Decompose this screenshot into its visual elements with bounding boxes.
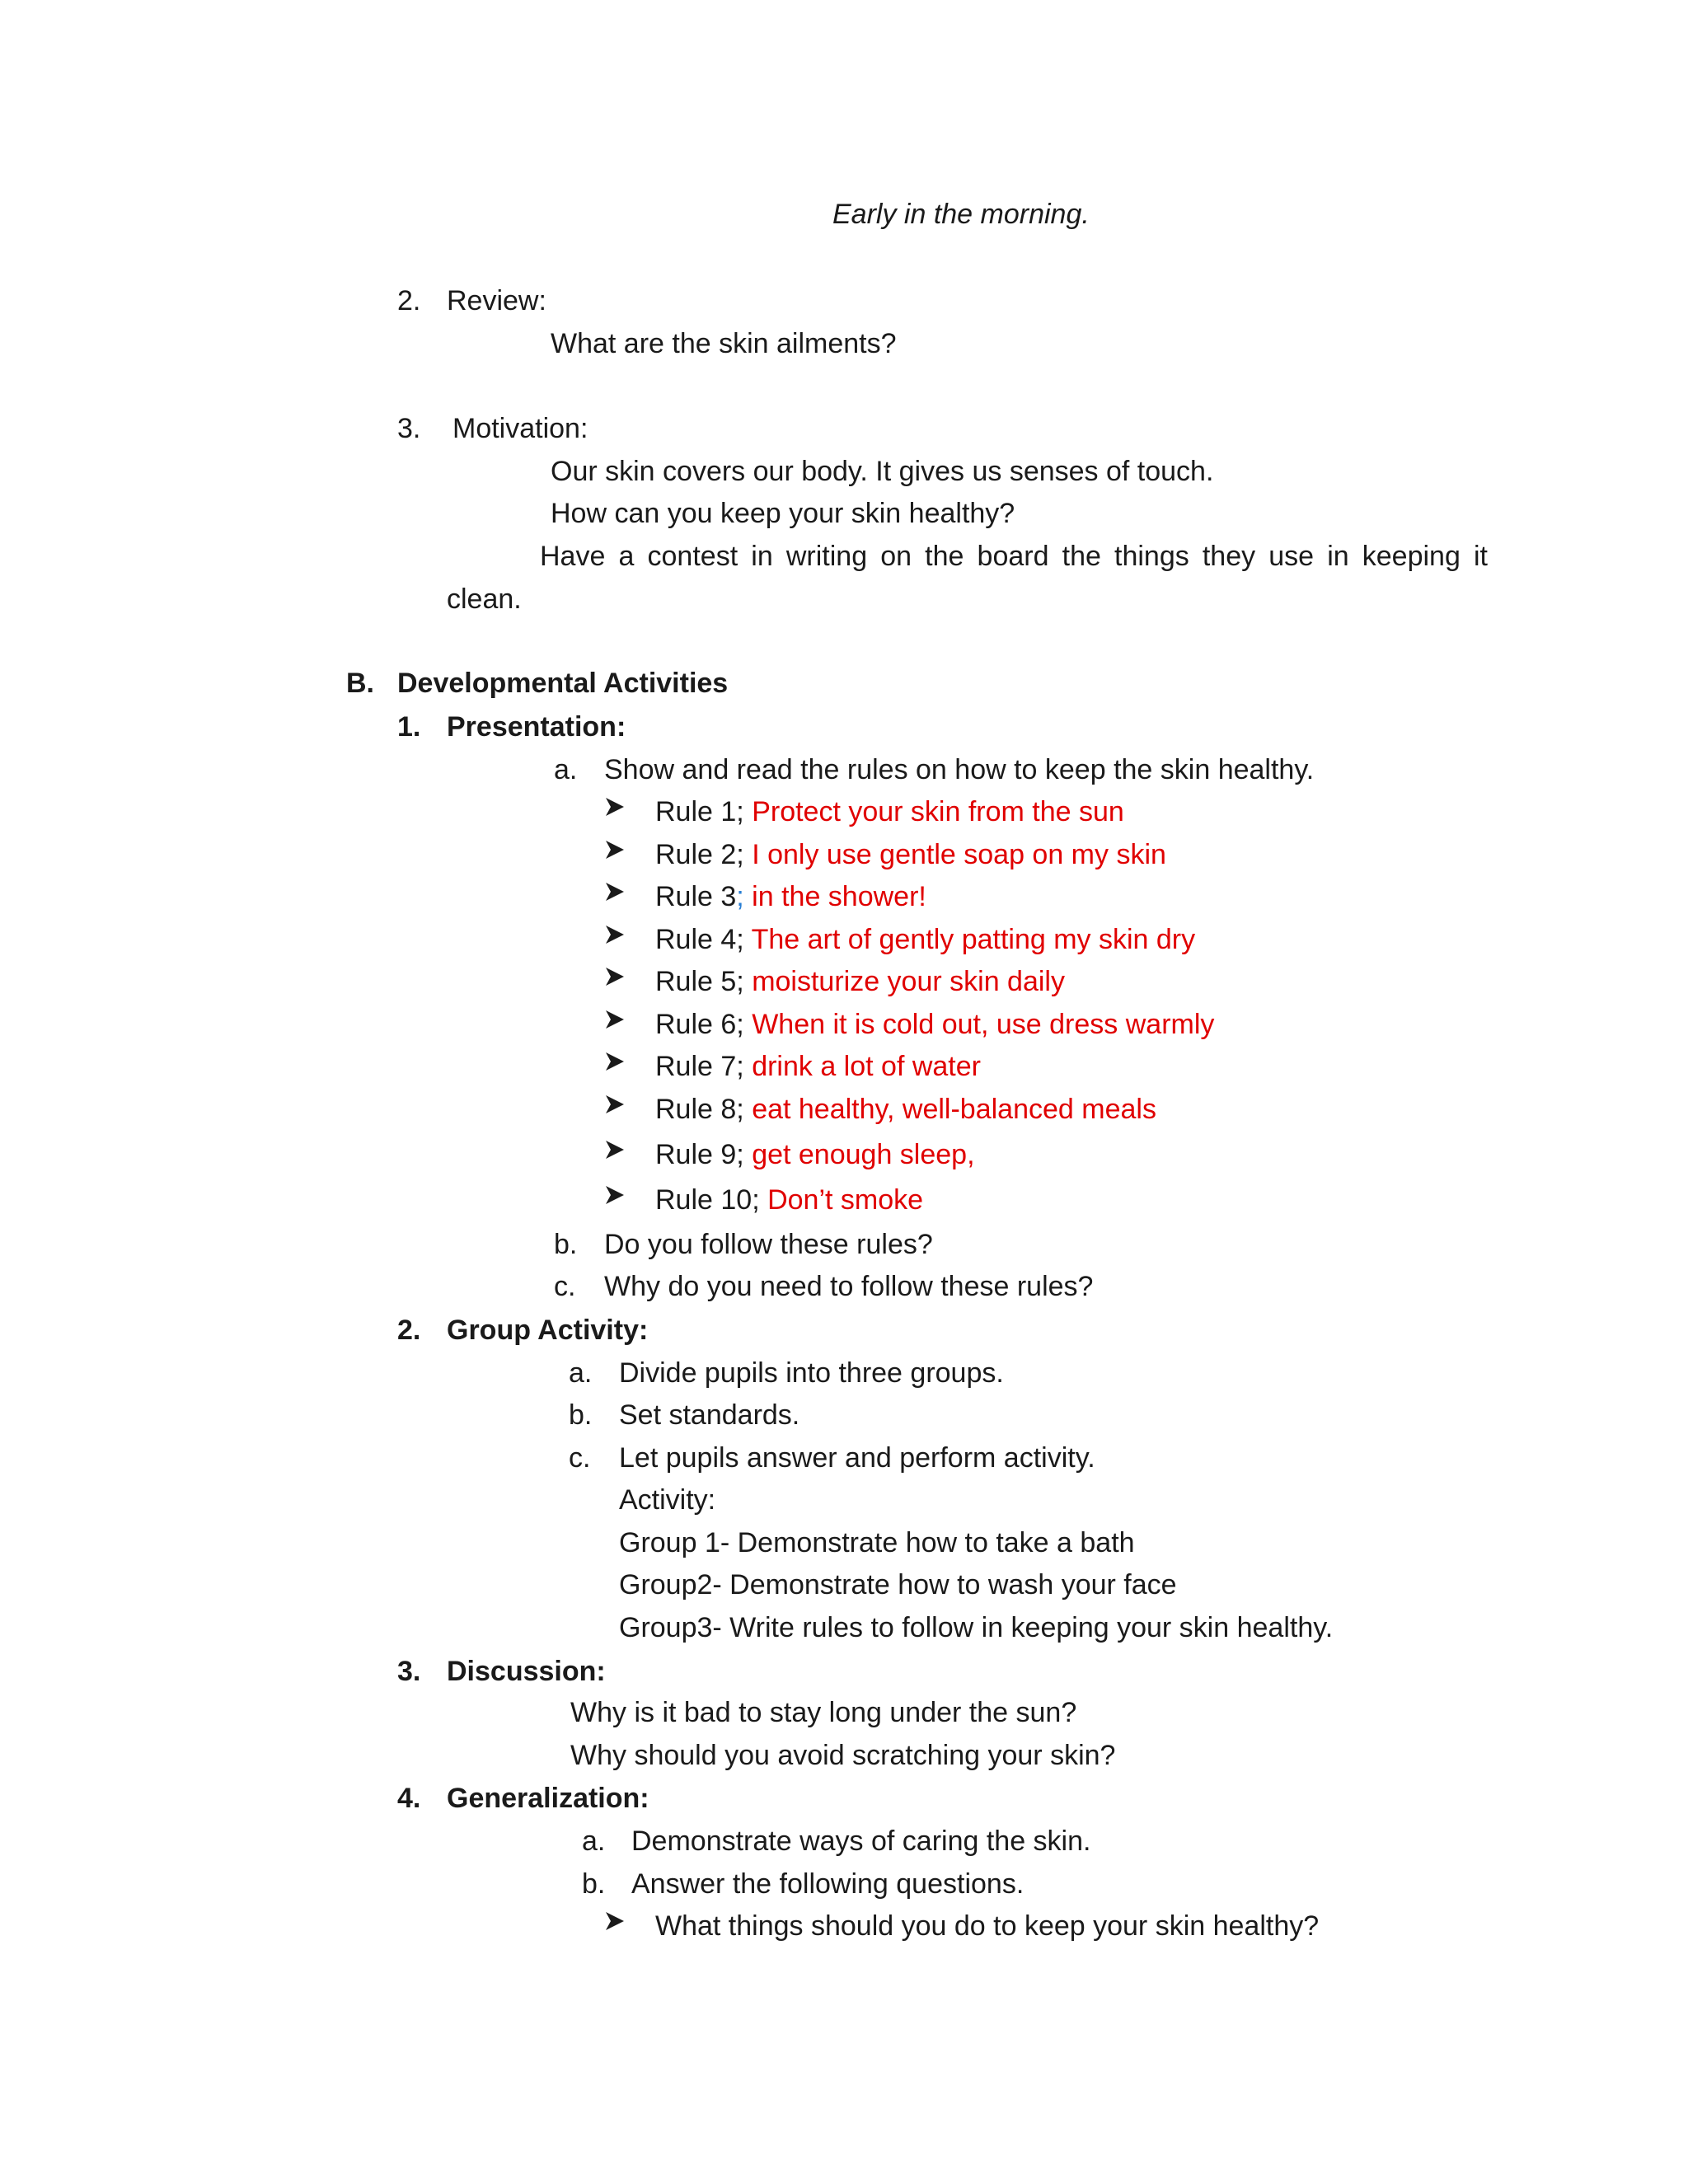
group-activity-item-letter: b. [569, 1399, 593, 1431]
arrowhead-bullet-icon [604, 1910, 626, 1932]
rule-item [655, 1137, 975, 1173]
rule-prefix: Rule 3 [655, 881, 737, 912]
rule-prefix: Rule 10; [655, 1184, 768, 1216]
rule-item [655, 1048, 981, 1085]
arrowhead-bullet-icon [604, 1184, 626, 1206]
arrowhead-bullet-icon [604, 966, 626, 987]
group-activity-item-letter: c. [569, 1442, 591, 1474]
rule-prefix: Rule 6; [655, 1009, 753, 1040]
rule-text: When it is cold out, use dress warmly [752, 1009, 1215, 1040]
rule-item [655, 879, 926, 915]
rule-item [655, 1091, 1156, 1127]
rule-text: get enough sleep, [752, 1139, 975, 1170]
header-line: Early in the morning. [832, 199, 1090, 230]
presentation-title: Presentation: [447, 711, 626, 743]
rule-item [655, 837, 1166, 873]
rule-text: I only use gentle soap on my skin [752, 839, 1166, 870]
arrowhead-bullet-icon [604, 924, 626, 945]
discussion-number: 3. [397, 1656, 421, 1687]
motivation-number: 3. [397, 413, 421, 444]
motivation-contest-line: Have a contest in writing on the board the things they use in keeping it [540, 541, 1488, 572]
section-b-title: Developmental Activities [397, 668, 729, 699]
generalization-number: 4. [397, 1783, 421, 1814]
rule-text: Protect your skin from the sun [752, 796, 1124, 827]
rule-text: The art of gently patting my skin dry [751, 924, 1196, 955]
activity-label: Activity: [619, 1484, 716, 1516]
rule-prefix: Rule 9; [655, 1139, 753, 1170]
group-activity-title: Group Activity: [447, 1315, 649, 1346]
arrowhead-bullet-icon [604, 1094, 626, 1115]
rule-prefix: Rule 1; [655, 796, 753, 827]
rule-prefix: Rule 5; [655, 966, 753, 997]
presentation-item-b: Do you follow these rules? [604, 1229, 933, 1260]
generalization-item: Answer the following questions. [631, 1868, 1025, 1900]
arrowhead-bullet-icon [604, 881, 626, 902]
rule-text: moisturize your skin daily [752, 966, 1065, 997]
section-b-letter: B. [346, 668, 374, 699]
rule-item [655, 1006, 1214, 1043]
group-task: Group3- Write rules to follow in keeping your skin healthy. [619, 1612, 1334, 1643]
rule-text: drink a lot of water [752, 1051, 981, 1082]
review-number: 2. [397, 285, 421, 316]
arrowhead-bullet-icon [604, 796, 626, 818]
generalization-bullet: What things should you do to keep your skin healthy? [655, 1910, 1320, 1942]
review-question: What are the skin ailments? [551, 328, 897, 359]
presentation-item-c-letter: c. [554, 1271, 576, 1302]
presentation-item-a: Show and read the rules on how to keep the skin healthy. [604, 754, 1315, 785]
motivation-line: How can you keep your skin healthy? [551, 498, 1015, 529]
generalization-item-letter: a. [582, 1825, 606, 1857]
rule-separator: ; [736, 881, 744, 912]
rule-prefix: Rule 7; [655, 1051, 753, 1082]
rule-text: eat healthy, well-balanced meals [752, 1094, 1156, 1125]
presentation-item-b-letter: b. [554, 1229, 578, 1260]
rule-prefix: Rule 4; [655, 924, 752, 955]
arrowhead-bullet-icon [604, 839, 626, 860]
rule-text: Don’t smoke [767, 1184, 924, 1216]
generalization-title: Generalization: [447, 1783, 649, 1814]
discussion-question: Why is it bad to stay long under the sun? [570, 1697, 1077, 1728]
rule-prefix: Rule 8; [655, 1094, 753, 1125]
presentation-item-a-letter: a. [554, 754, 578, 785]
group-activity-item: Let pupils answer and perform activity. [619, 1442, 1095, 1474]
group-activity-item-letter: a. [569, 1357, 593, 1389]
review-label: Review: [447, 285, 546, 316]
rule-item [655, 921, 1195, 958]
arrowhead-bullet-icon [604, 1051, 626, 1072]
group-activity-item: Set standards. [619, 1399, 800, 1431]
discussion-question: Why should you avoid scratching your skin? [570, 1740, 1116, 1771]
presentation-item-c: Why do you need to follow these rules? [604, 1271, 1094, 1302]
rule-item [655, 794, 1124, 830]
generalization-item: Demonstrate ways of caring the skin. [631, 1825, 1091, 1857]
rule-item [655, 1182, 923, 1218]
rule-text: in the shower! [743, 881, 926, 912]
arrowhead-bullet-icon [604, 1139, 626, 1160]
group-activity-item: Divide pupils into three groups. [619, 1357, 1004, 1389]
rule-prefix: Rule 2; [655, 839, 753, 870]
generalization-item-letter: b. [582, 1868, 606, 1900]
discussion-title: Discussion: [447, 1656, 606, 1687]
group-task: Group2- Demonstrate how to wash your face [619, 1569, 1177, 1601]
group-activity-number: 2. [397, 1315, 421, 1346]
rule-item [655, 963, 1065, 1000]
presentation-number: 1. [397, 711, 421, 743]
motivation-line: Our skin covers our body. It gives us senses of touch. [551, 456, 1214, 487]
arrowhead-bullet-icon [604, 1009, 626, 1030]
group-task: Group 1- Demonstrate how to take a bath [619, 1527, 1135, 1558]
motivation-contest-continuation: clean. [447, 583, 522, 615]
motivation-label: Motivation: [452, 413, 588, 444]
